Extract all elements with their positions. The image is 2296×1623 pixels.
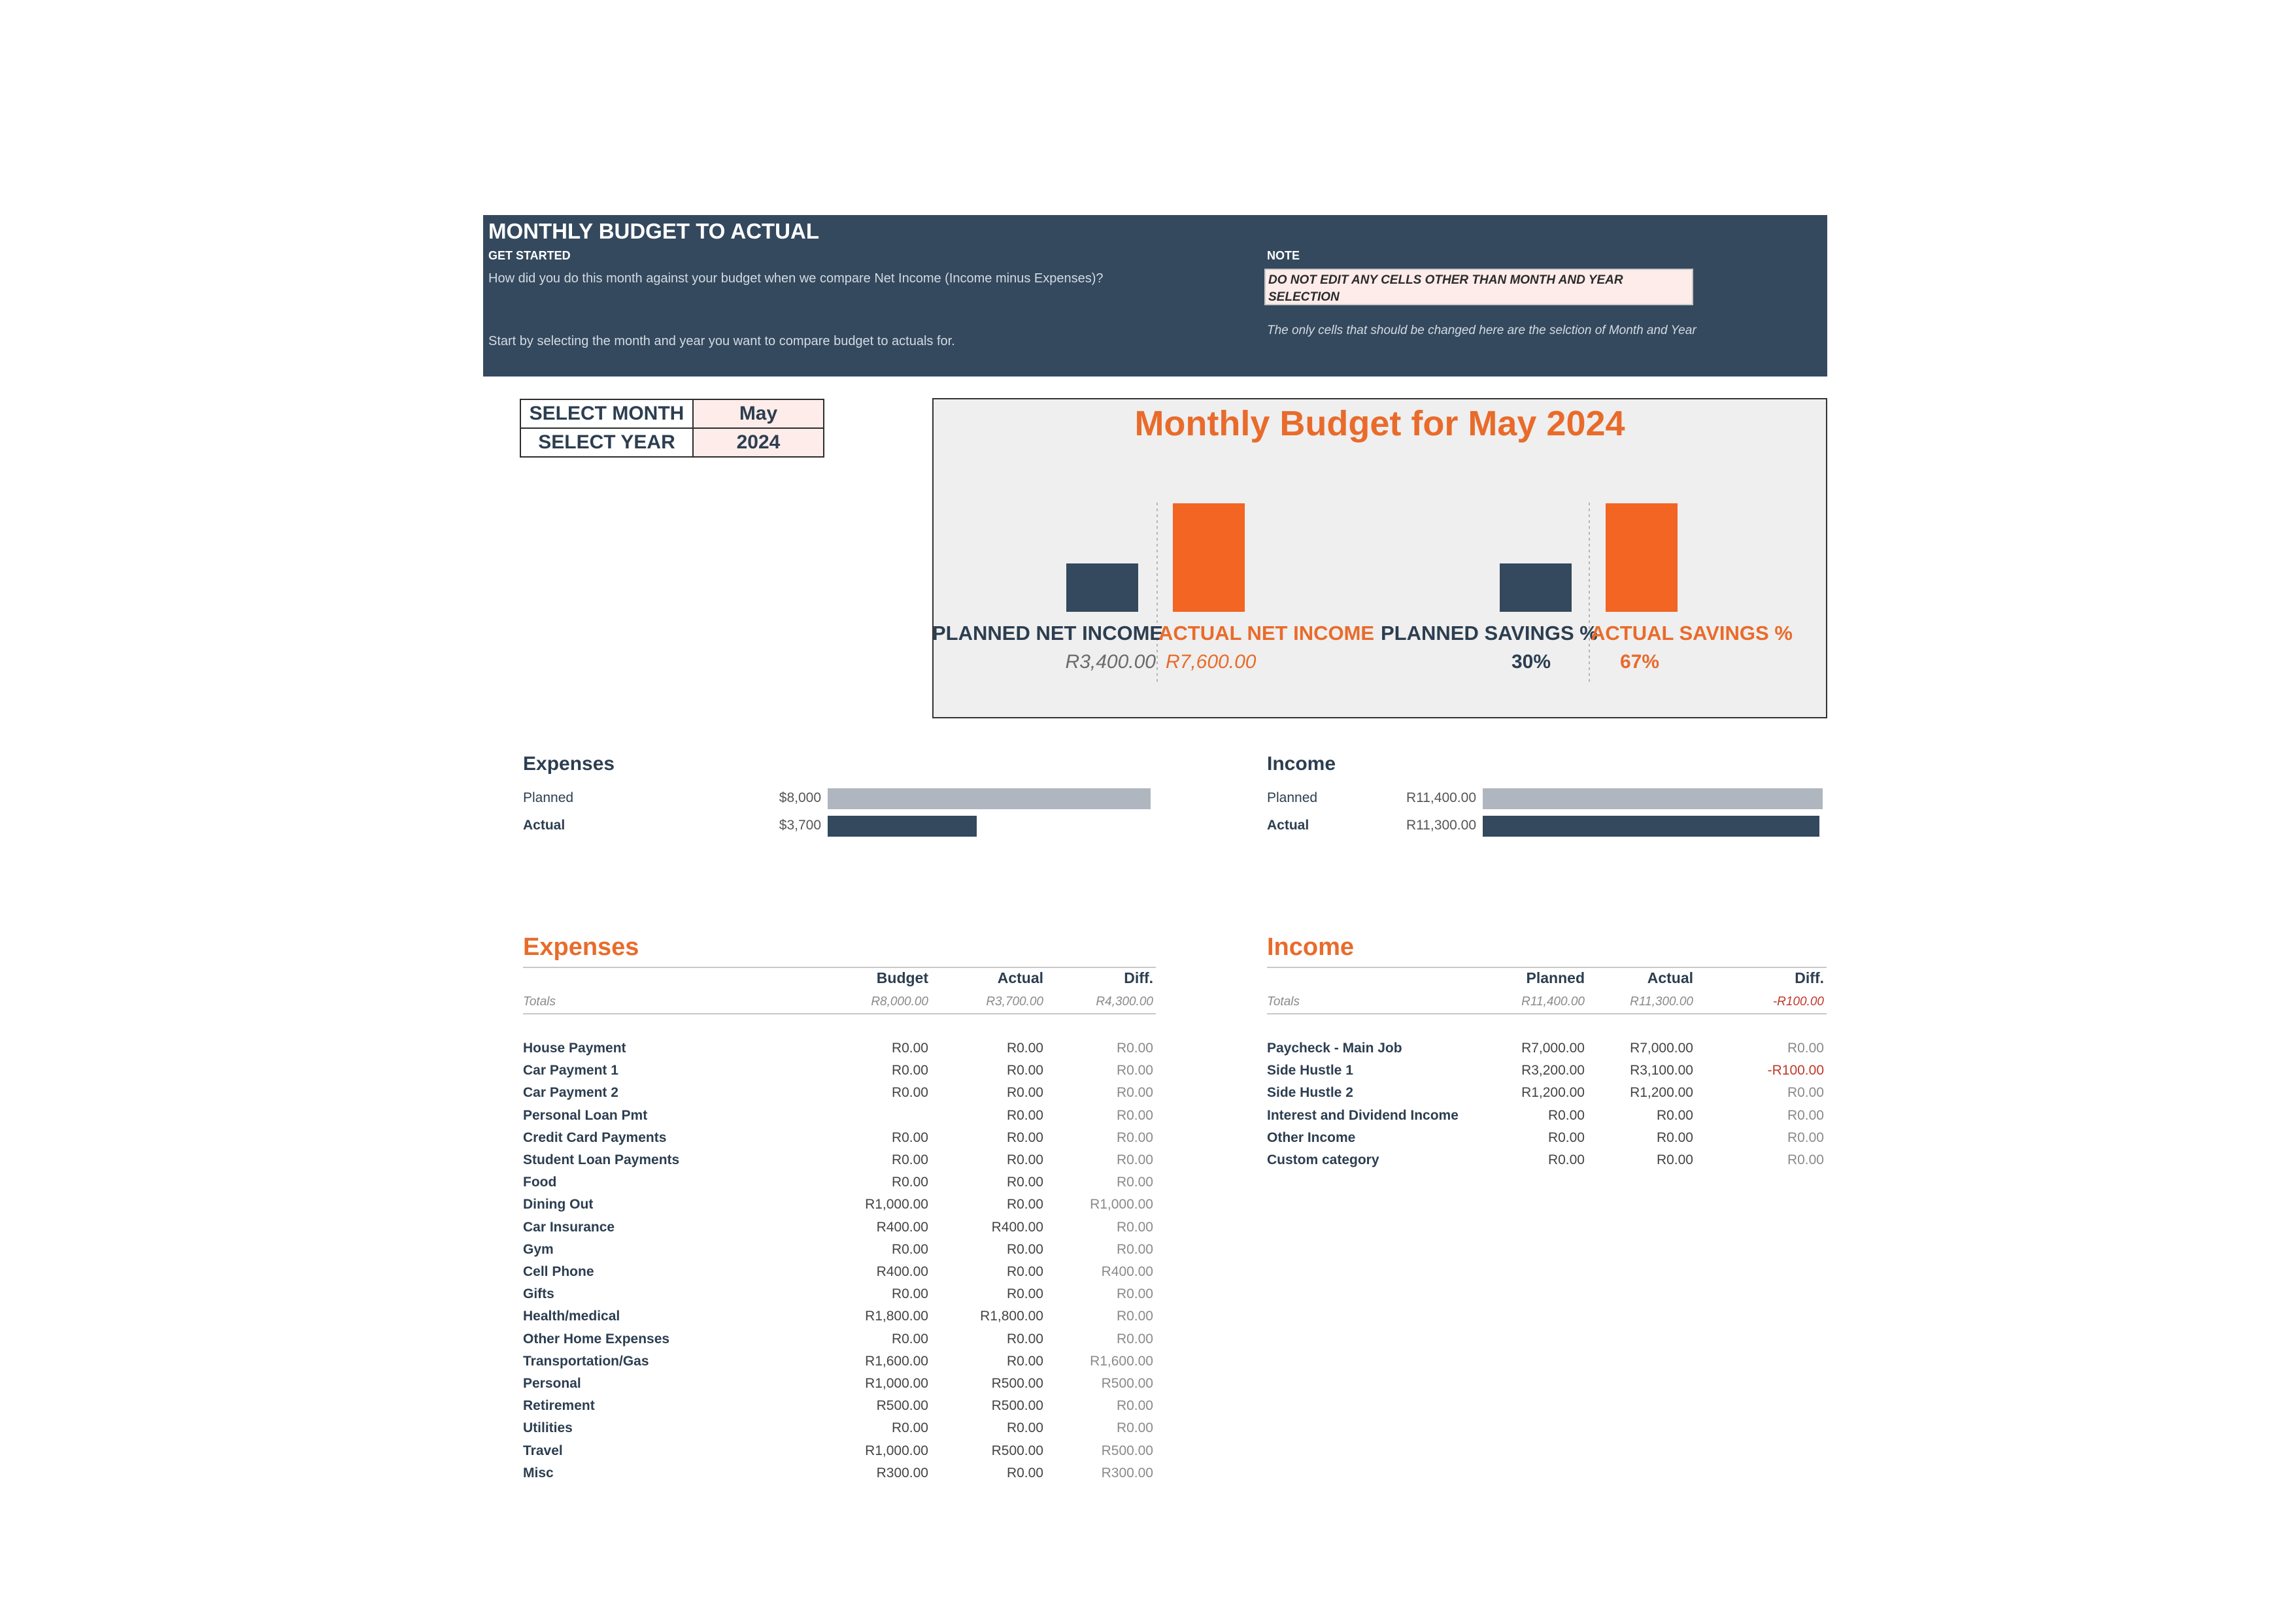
table-cell-diff: R0.00 <box>1116 1041 1153 1056</box>
table-cell-actual: R0.00 <box>1006 1354 1043 1369</box>
income-total-diff: -R100.00 <box>1772 995 1824 1009</box>
table-cell-diff: R0.00 <box>1116 1286 1153 1301</box>
table-cell-actual: R0.00 <box>1006 1063 1043 1078</box>
chart-title: Monthly Budget for May 2024 <box>1134 404 1625 443</box>
table-cell-actual: R0.00 <box>1006 1130 1043 1145</box>
table-cell-diff: R0.00 <box>1787 1085 1824 1100</box>
table-cell-budget: R500.00 <box>876 1398 928 1413</box>
income-planned-value: R11,400.00 <box>1406 790 1476 805</box>
table-row-label: Car Payment 1 <box>523 1063 618 1078</box>
income-title-rule <box>1267 967 1827 968</box>
table-cell-actual: R0.00 <box>1006 1264 1043 1279</box>
table-row-label: Custom category <box>1267 1152 1379 1167</box>
table-cell-budget: R0.00 <box>1547 1152 1585 1167</box>
table-row-label: Interest and Dividend Income <box>1267 1108 1459 1123</box>
actual-savings-bar <box>1606 503 1678 612</box>
table-cell-diff: R500.00 <box>1101 1443 1153 1458</box>
table-cell-diff: R0.00 <box>1787 1152 1824 1167</box>
table-cell-diff: R0.00 <box>1116 1331 1153 1347</box>
planned-net-income-bar <box>1066 563 1138 612</box>
table-cell-actual: R0.00 <box>1006 1331 1043 1347</box>
income-col-diff: Diff. <box>1795 969 1824 986</box>
table-cell-actual: R0.00 <box>1006 1085 1043 1100</box>
income-totals-label: Totals <box>1267 995 1300 1009</box>
income-table-title: Income <box>1267 933 1355 961</box>
expenses-summary-title: Expenses <box>523 753 615 775</box>
table-cell-budget: R0.00 <box>891 1130 928 1145</box>
table-cell-budget: R3,200.00 <box>1521 1063 1585 1078</box>
table-cell-budget: R0.00 <box>891 1063 928 1078</box>
table-cell-diff: R0.00 <box>1116 1130 1153 1145</box>
table-row-label: Side Hustle 1 <box>1267 1063 1353 1078</box>
note-detail: The only cells that should be changed here are the selction of Month and Year <box>1267 324 1697 337</box>
table-cell-budget: R0.00 <box>891 1331 928 1347</box>
planned-net-income-label: PLANNED NET INCOME <box>932 622 1164 644</box>
intro-instruction: Start by selecting the month and year you want to compare budget to actuals for. <box>488 334 955 348</box>
income-planned-label: Planned <box>1267 790 1318 805</box>
table-cell-budget: R1,600.00 <box>865 1354 928 1369</box>
table-cell-actual: R0.00 <box>1656 1108 1693 1123</box>
table-cell-budget: R0.00 <box>1547 1108 1585 1123</box>
expenses-table-title: Expenses <box>523 933 639 961</box>
table-row-label: Student Loan Payments <box>523 1152 680 1167</box>
table-row-label: Credit Card Payments <box>523 1130 667 1145</box>
income-actual-value: R11,300.00 <box>1406 818 1476 833</box>
table-cell-diff: R0.00 <box>1116 1152 1153 1167</box>
expenses-total-diff: R4,300.00 <box>1096 995 1153 1009</box>
intro-question: How did you do this month against your budget when we compare Net Income (Income minus Expenses)? <box>488 271 1104 286</box>
table-cell-diff: R0.00 <box>1116 1063 1153 1078</box>
expenses-planned-value: $8,000 <box>779 790 821 805</box>
table-cell-budget: R0.00 <box>891 1175 928 1190</box>
note-warning: DO NOT EDIT ANY CELLS OTHER THAN MONTH AND YEAR SELECTION <box>1264 269 1693 305</box>
table-cell-budget: R400.00 <box>876 1264 928 1279</box>
planned-savings-value: 30% <box>1511 651 1551 673</box>
income-totals-rule <box>1267 1013 1827 1014</box>
expenses-actual-value: $3,700 <box>779 818 821 833</box>
table-cell-actual: R0.00 <box>1006 1152 1043 1167</box>
table-cell-budget: R0.00 <box>891 1420 928 1435</box>
table-cell-actual: R0.00 <box>1656 1152 1693 1167</box>
table-cell-diff: R1,000.00 <box>1090 1197 1153 1212</box>
table-cell-diff: R300.00 <box>1101 1465 1153 1481</box>
expenses-col-actual: Actual <box>997 969 1043 986</box>
table-row-label: Gym <box>523 1242 554 1257</box>
table-cell-diff: R0.00 <box>1116 1175 1153 1190</box>
table-cell-actual: R1,800.00 <box>980 1309 1043 1324</box>
summary-chart-panel <box>932 398 1827 718</box>
table-cell-actual: R0.00 <box>1006 1420 1043 1435</box>
expenses-title-rule <box>523 967 1156 968</box>
table-cell-actual: R500.00 <box>991 1398 1043 1413</box>
select-year-label: SELECT YEAR <box>520 428 693 457</box>
table-row-label: Retirement <box>523 1398 595 1413</box>
income-col-planned: Planned <box>1526 969 1585 986</box>
table-cell-diff: R500.00 <box>1101 1376 1153 1391</box>
table-cell-budget: R7,000.00 <box>1521 1041 1585 1056</box>
table-cell-budget: R0.00 <box>891 1152 928 1167</box>
table-cell-budget: R1,000.00 <box>865 1443 928 1458</box>
table-row-label: Misc <box>523 1465 554 1481</box>
note-label: NOTE <box>1267 249 1300 262</box>
table-row-label: Car Payment 2 <box>523 1085 618 1100</box>
table-cell-budget: R1,000.00 <box>865 1376 928 1391</box>
table-row-label: Food <box>523 1175 557 1190</box>
table-cell-actual: R0.00 <box>1006 1465 1043 1481</box>
table-row-label: Travel <box>523 1443 563 1458</box>
table-row-label: Transportation/Gas <box>523 1354 649 1369</box>
table-cell-diff: R0.00 <box>1116 1220 1153 1235</box>
table-row-label: Paycheck - Main Job <box>1267 1041 1402 1056</box>
table-cell-actual: R1,200.00 <box>1630 1085 1693 1100</box>
table-cell-actual: R0.00 <box>1006 1286 1043 1301</box>
select-month-label: SELECT MONTH <box>520 399 693 428</box>
table-row-label: Health/medical <box>523 1309 620 1324</box>
actual-net-income-label: ACTUAL NET INCOME <box>1158 622 1375 644</box>
table-cell-budget: R0.00 <box>891 1286 928 1301</box>
planned-net-income-value: R3,400.00 <box>1065 651 1156 673</box>
page-title: MONTHLY BUDGET TO ACTUAL <box>488 219 820 243</box>
income-summary-title: Income <box>1267 753 1336 775</box>
table-row-label: Gifts <box>523 1286 554 1301</box>
table-cell-budget: R0.00 <box>1547 1130 1585 1145</box>
table-cell-actual: R7,000.00 <box>1630 1041 1693 1056</box>
expenses-total-actual: R3,700.00 <box>986 995 1043 1009</box>
table-cell-diff: R0.00 <box>1787 1108 1824 1123</box>
table-cell-budget: R1,200.00 <box>1521 1085 1585 1100</box>
table-row-label: House Payment <box>523 1041 626 1056</box>
table-cell-diff: R1,600.00 <box>1090 1354 1153 1369</box>
table-cell-budget: R0.00 <box>891 1242 928 1257</box>
table-cell-budget: R300.00 <box>876 1465 928 1481</box>
actual-savings-value: 67% <box>1619 651 1660 673</box>
expenses-planned-label: Planned <box>523 790 574 805</box>
table-cell-actual: R0.00 <box>1006 1197 1043 1212</box>
table-cell-budget: R1,000.00 <box>865 1197 928 1212</box>
table-cell-actual: R0.00 <box>1656 1130 1693 1145</box>
income-planned-bar <box>1483 788 1823 809</box>
expenses-actual-label: Actual <box>523 818 566 833</box>
table-cell-diff: R400.00 <box>1101 1264 1153 1279</box>
table-row-label: Side Hustle 2 <box>1267 1085 1353 1100</box>
expenses-actual-bar <box>828 816 977 837</box>
table-cell-actual: R3,100.00 <box>1630 1063 1693 1078</box>
table-row-label: Other Home Expenses <box>523 1331 670 1347</box>
table-row-label: Cell Phone <box>523 1264 594 1279</box>
income-col-actual: Actual <box>1647 969 1693 986</box>
table-cell-actual: R0.00 <box>1006 1108 1043 1123</box>
planned-savings-bar <box>1500 563 1572 612</box>
month-select[interactable]: May <box>693 399 824 428</box>
table-cell-diff: R0.00 <box>1787 1041 1824 1056</box>
expenses-col-diff: Diff. <box>1124 969 1153 986</box>
expenses-total-budget: R8,000.00 <box>871 995 928 1009</box>
actual-net-income-value: R7,600.00 <box>1166 651 1257 673</box>
header-banner <box>483 215 1827 376</box>
table-row-label: Car Insurance <box>523 1220 615 1235</box>
table-row-label: Dining Out <box>523 1197 594 1212</box>
table-cell-budget: R400.00 <box>876 1220 928 1235</box>
table-cell-diff: -R100.00 <box>1767 1063 1824 1078</box>
expenses-col-budget: Budget <box>876 969 928 986</box>
get-started-label: GET STARTED <box>488 249 571 262</box>
table-row-label: Other Income <box>1267 1130 1356 1145</box>
table-cell-budget: R0.00 <box>891 1085 928 1100</box>
year-select[interactable]: 2024 <box>693 428 824 457</box>
table-cell-diff: R0.00 <box>1116 1398 1153 1413</box>
expenses-totals-rule <box>523 1013 1156 1014</box>
expenses-totals-label: Totals <box>523 995 556 1009</box>
income-total-actual: R11,300.00 <box>1630 995 1693 1009</box>
table-cell-diff: R0.00 <box>1116 1085 1153 1100</box>
expenses-planned-bar <box>828 788 1151 809</box>
table-row-label: Personal Loan Pmt <box>523 1108 648 1123</box>
table-cell-actual: R0.00 <box>1006 1041 1043 1056</box>
table-cell-actual: R500.00 <box>991 1443 1043 1458</box>
table-cell-actual: R0.00 <box>1006 1175 1043 1190</box>
table-cell-budget: R1,800.00 <box>865 1309 928 1324</box>
period-selector <box>520 399 824 458</box>
table-cell-diff: R0.00 <box>1116 1309 1153 1324</box>
table-row-label: Utilities <box>523 1420 573 1435</box>
table-cell-actual: R500.00 <box>991 1376 1043 1391</box>
table-cell-actual: R400.00 <box>991 1220 1043 1235</box>
income-total-planned: R11,400.00 <box>1521 995 1585 1009</box>
table-cell-actual: R0.00 <box>1006 1242 1043 1257</box>
income-actual-bar <box>1483 816 1819 837</box>
table-cell-diff: R0.00 <box>1116 1420 1153 1435</box>
table-cell-budget: R0.00 <box>891 1041 928 1056</box>
table-row-label: Personal <box>523 1376 581 1391</box>
actual-net-income-bar <box>1173 503 1245 612</box>
actual-savings-label: ACTUAL SAVINGS % <box>1591 622 1793 644</box>
income-actual-label: Actual <box>1267 818 1309 833</box>
planned-savings-label: PLANNED SAVINGS % <box>1381 622 1598 644</box>
table-cell-diff: R0.00 <box>1116 1108 1153 1123</box>
table-cell-diff: R0.00 <box>1116 1242 1153 1257</box>
table-cell-diff: R0.00 <box>1787 1130 1824 1145</box>
